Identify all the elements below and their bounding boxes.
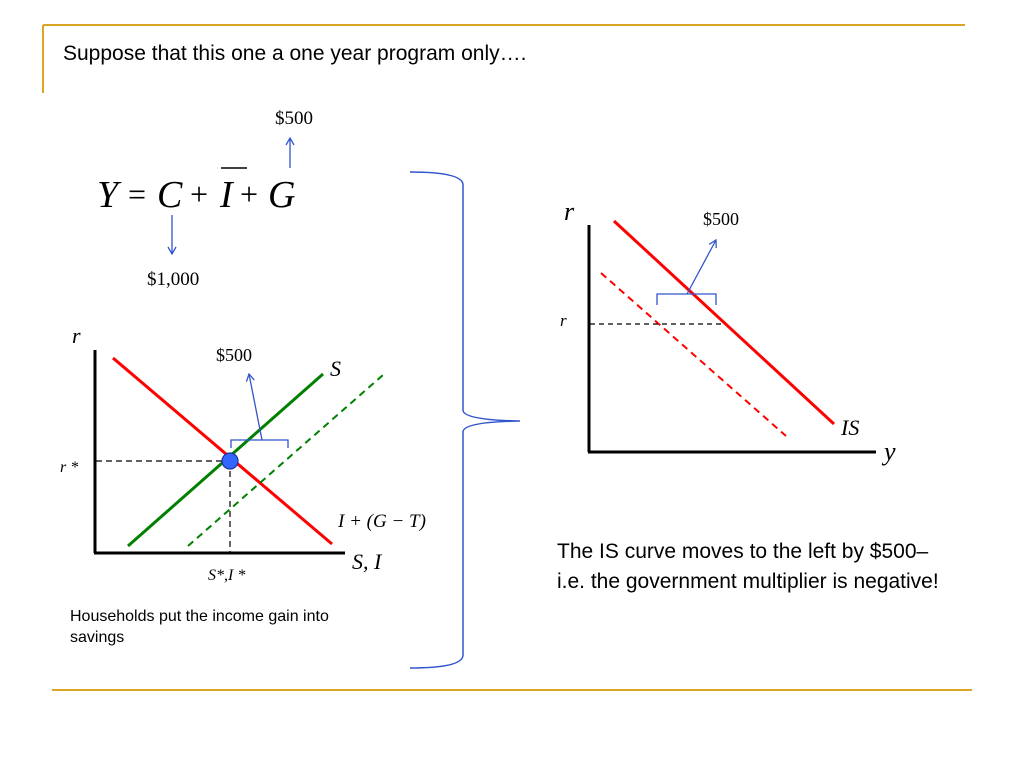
investment-curve-label: I + (G − T): [338, 511, 426, 532]
equation-equals: =: [128, 176, 147, 212]
equation-g: G: [268, 174, 296, 216]
slide-title: Suppose that this one a one year program only….: [63, 42, 527, 65]
si-y-axis-label: r: [72, 323, 81, 348]
g-increase-label: $500: [275, 108, 313, 129]
is-diagram: [560, 197, 896, 466]
is-shift-brace: [657, 294, 716, 305]
eq-quantity-label: S*,I *: [208, 567, 246, 584]
equilibrium-point: [222, 453, 238, 469]
r-star-label: r *: [60, 459, 79, 476]
caption-right: The IS curve moves to the left by $500– i.e. the government multiplier is negative!: [557, 540, 939, 593]
equation-plus-2: +: [240, 176, 259, 212]
is-x-axis-label: y: [884, 437, 896, 466]
si-x-axis-label: S, I: [352, 549, 382, 574]
grouping-brace: [410, 172, 520, 668]
savings-curve-label: S: [330, 356, 341, 381]
caption-left: Households put the income gain into savings: [70, 608, 329, 646]
is-curve: [614, 221, 834, 424]
national-income-equation: [97, 108, 313, 290]
is-shift-label: $500: [703, 209, 739, 229]
investment-curve: [113, 358, 332, 544]
equation-c: C: [157, 174, 183, 216]
is-r-label: r: [560, 311, 567, 330]
si-shift-label: $500: [216, 345, 252, 365]
savings-investment-diagram: [60, 323, 426, 584]
is-y-axis-label: r: [564, 197, 575, 226]
equation-plus-1: +: [190, 176, 209, 212]
si-shift-arrow: [249, 374, 262, 440]
equation-y: Y: [97, 174, 119, 216]
is-shift-arrow: [687, 240, 716, 294]
equation-i: I: [220, 174, 233, 216]
i-decrease-label: $1,000: [147, 269, 200, 290]
is-curve-label: IS: [841, 415, 860, 440]
